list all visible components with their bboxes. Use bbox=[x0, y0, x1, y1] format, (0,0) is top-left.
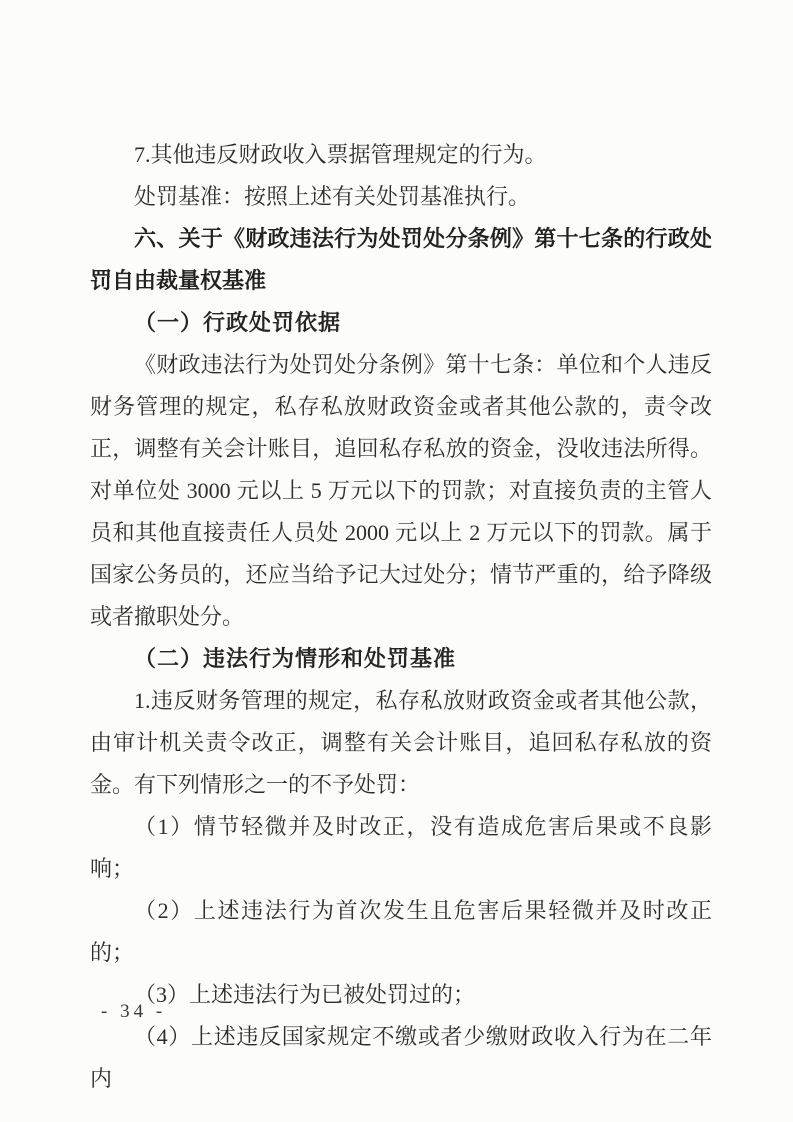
section-6-heading: 六、关于《财政违法行为处罚处分条例》第十七条的行政处罚自由裁量权基准 bbox=[90, 226, 712, 293]
page-number: - 34 - bbox=[101, 1001, 167, 1022]
subsection-2-heading: （二）违法行为情形和处罚基准 bbox=[134, 646, 457, 671]
paragraph-case-3: （3）上述违法行为已被处罚过的； bbox=[134, 982, 476, 1007]
paragraph-item-7: 7.其他违反财政收入票据管理规定的行为。 bbox=[134, 142, 547, 167]
subsection-1-heading: （一）行政处罚依据 bbox=[134, 310, 342, 335]
paragraph-item-1: 1.违反财务管理的规定，私存私放财政资金或者其他公款，由审计机关责令改正，调整有关会计账目，追回私存私放的资金。有下列情形之一的不予处罚： bbox=[90, 688, 712, 797]
paragraph-penalty-note: 处罚基准：按照上述有关处罚基准执行。 bbox=[134, 184, 531, 209]
paragraph-case-4: （4）上述违反国家规定不缴或者少缴财政收入行为在二年内 bbox=[90, 1024, 712, 1091]
document-body bbox=[90, 134, 712, 1100]
paragraph-article-17: 《财政违法行为处罚处分条例》第十七条：单位和个人违反财务管理的规定，私存私放财政资金或者其他公款的，责令改正，调整有关会计账目，追回私存私放的资金，没收违法所得。对单位处 3000 元以上 5 万元以下的罚款；对直接负责的主管人员和其他直接责任人员处 2000 元以上 2 万元以下的罚款。属于国家公务员的，还应当给予记大过处分；情节严重的，给予降级或者撤职处分。 bbox=[90, 352, 712, 629]
paragraph-case-1: （1）情节轻微并及时改正，没有造成危害后果或不良影响； bbox=[90, 814, 712, 881]
paragraph-case-2: （2）上述违法行为首次发生且危害后果轻微并及时改正的； bbox=[90, 898, 712, 965]
